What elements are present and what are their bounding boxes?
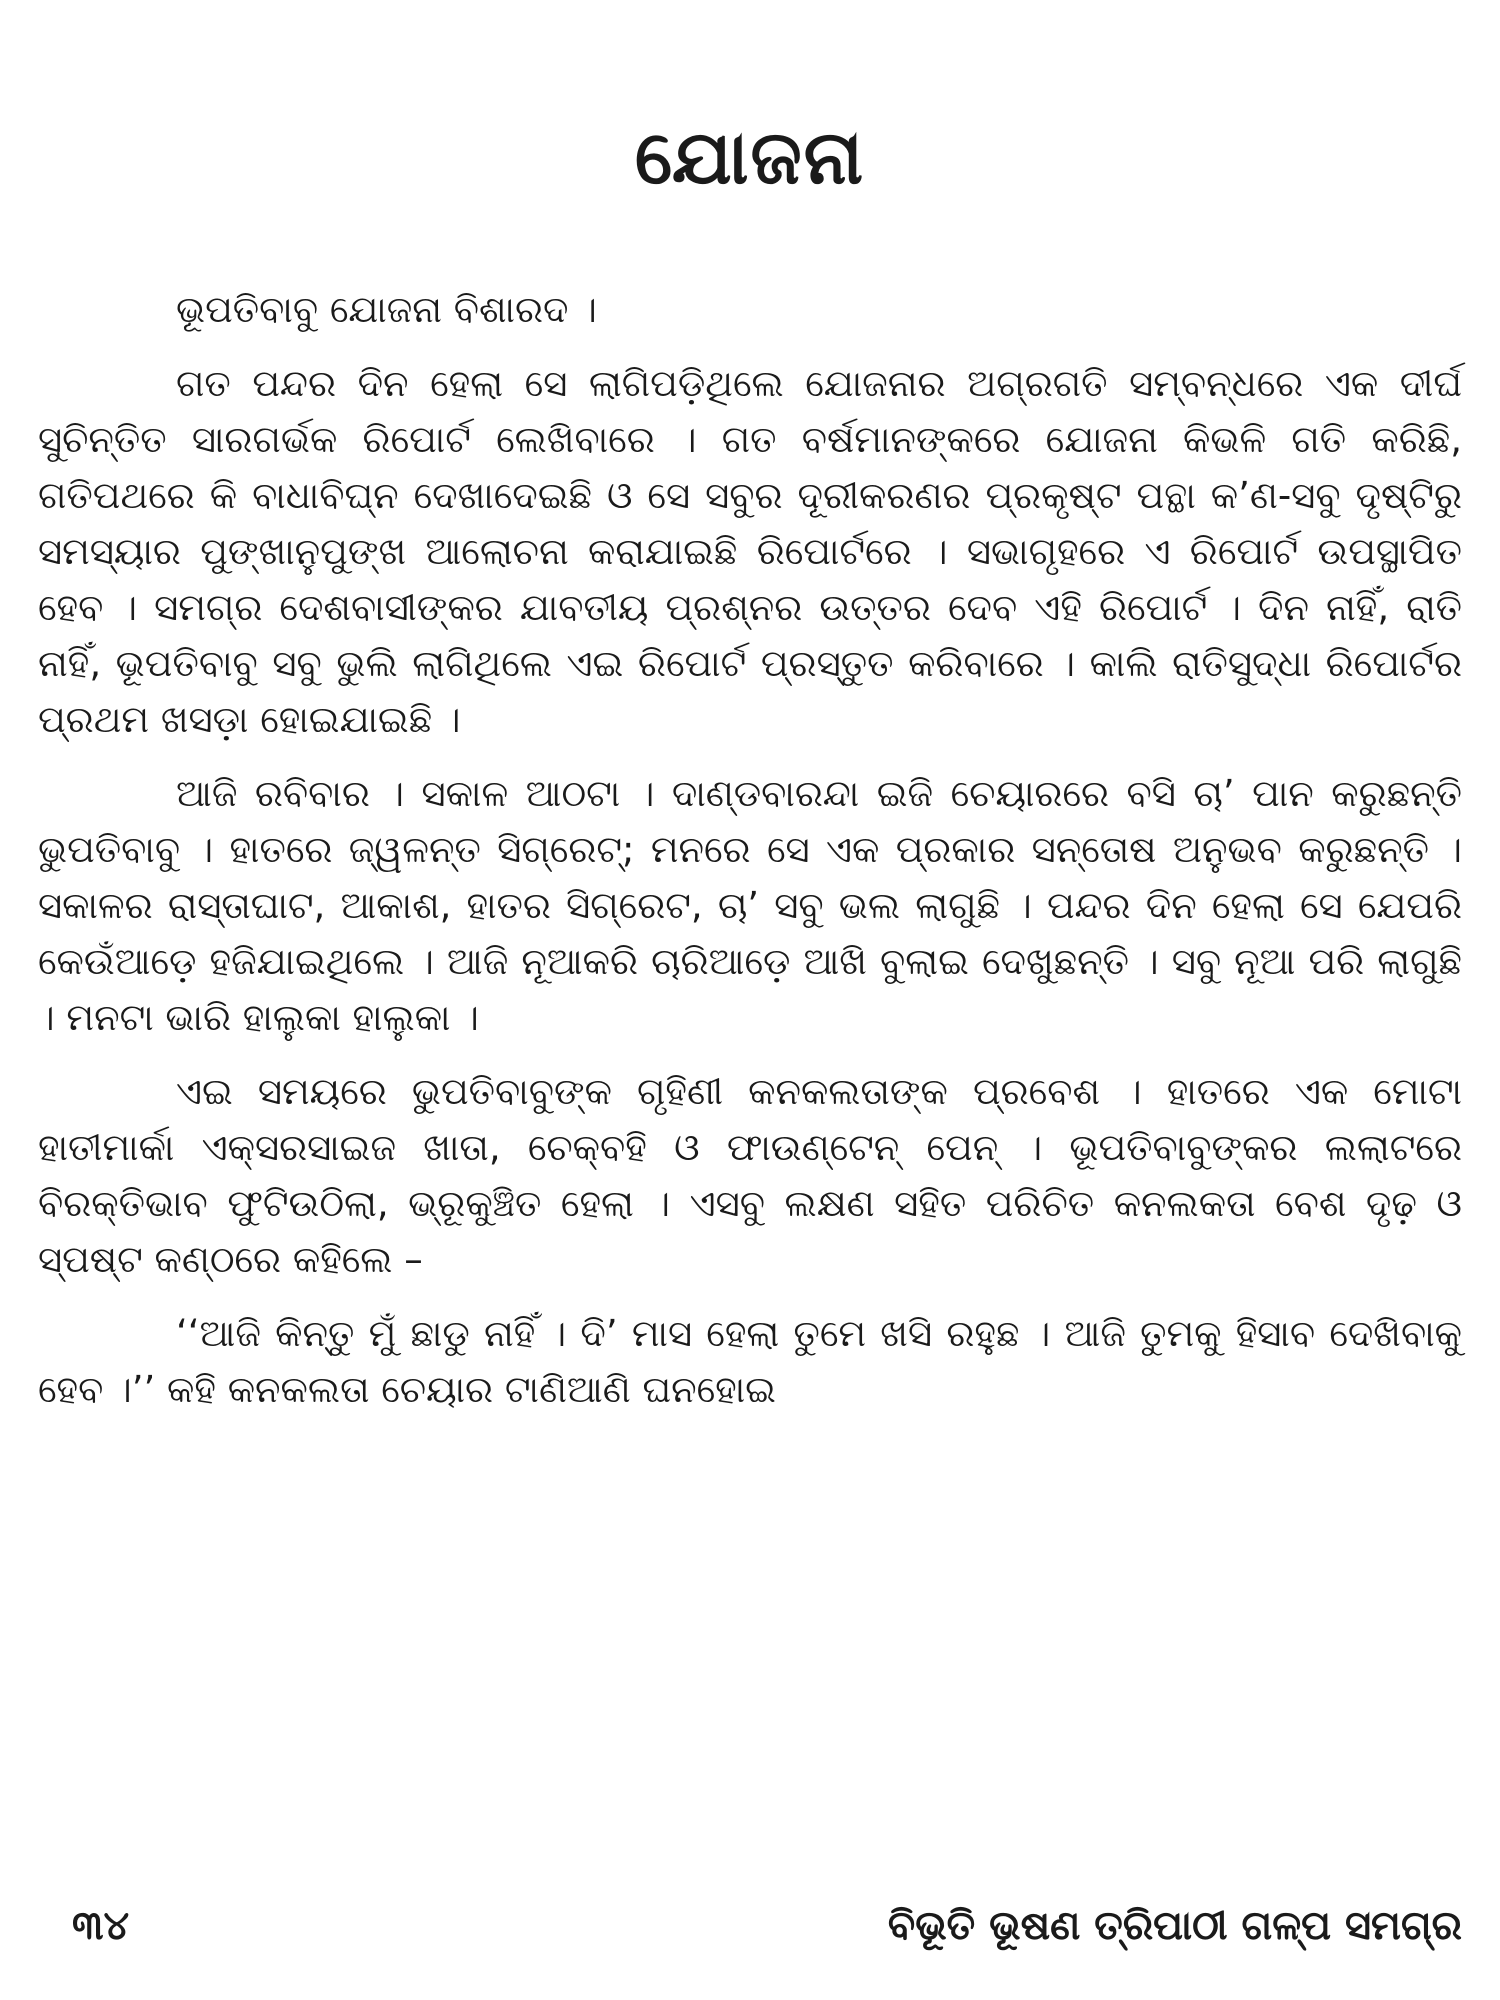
paragraph-3: ଆଜି ରବିବାର । ସକାଳ ଆଠଟା । ଦାଣ୍ଡବାରନ୍ଦା ଇଜି ଚେୟାରରେ ବସି ଚା’ ପାନ କରୁଛନ୍ତି ଭୁପତିବାବୁ । ହାତରେ ଜ୍ୱଳନ୍ତ ସିଗ୍ରେଟ୍; ମନରେ ସେ ଏକ ପ୍ରକାର ସନ୍ତୋଷ ଅନୁଭବ କରୁଛନ୍ତି । ସକାଳର ରାସ୍ତାଘାଟ, ଆକାଶ, ହାତର ସିଗ୍ରେଟ, ଚା’ ସବୁ ଭଲ ଲାଗୁଛି । ପନ୍ଦର ଦିନ ହେଲା ସେ ଯେପରି କେଉଁଆଡ଼େ ହଜିଯାଇଥିଲେ । ଆଜି ନୂଆକରି ଚାରିଆଡ଼େ ଆଖି ବୁଲାଇ ଦେଖୁଛନ୍ତି । ସବୁ ନୂଆ ପରି ଲାଗୁଛି । ମନଟା ଭାରି ହାଲୁକା ହାଲୁକା ।	[38, 772, 1462, 1039]
paragraph-5: ‘‘ଆଜି କିନ୍ତୁ ମୁଁ ଛାଡୁ ନାହିଁ । ଦି’ ମାସ ହେଲା ତୁମେ ଖସି ରହୁଛ । ଆଜି ତୁମକୁ ହିସାବ ଦେଖିବାକୁ ହେବ ।’’ କହି କନକଲତା ଚେୟାର ଟାଣିଆଣି ଘନହୋଇ	[38, 1312, 1462, 1411]
page-number: ୩୪	[72, 1903, 130, 1949]
story-title: ଯୋଜନା	[634, 115, 866, 201]
paragraph-1: ଭୂପତିବାବୁ ଯୋଜନା ବିଶାରଦ ।	[176, 288, 597, 331]
story-body	[38, 282, 1462, 1436]
running-book-title: ବିଭୂତି ଭୂଷଣ ତ୍ରିପାଠୀ ଗଳ୍ପ ସମଗ୍ର	[887, 1903, 1462, 1949]
page-footer	[38, 1898, 1462, 1954]
paragraph-4: ଏଇ ସମୟରେ ଭୁପତିବାବୁଙ୍କ ଗୃହିଣୀ କନକଲତାଙ୍କ ପ୍ରବେଶ । ହାତରେ ଏକ ମୋଟା ହାତୀମାର୍କା ଏକ୍ସରସାଇଜ ଖାତା, ଚେକ୍‌ବହି ଓ ଫାଉଣ୍ଟେନ୍ ପେନ୍ । ଭୂପତିବାବୁଙ୍କର ଲଲାଟରେ ବିରକ୍ତିଭାବ ଫୁଟିଉଠିଲା, ଭ୍ରୂକୁଞ୍ଚିତ ହେଲା । ଏସବୁ ଲକ୍ଷଣ ସହିତ ପରିଚିତ କନଲକତା ବେଶ ଦୃଢ଼ ଓ ସ୍ପଷ୍ଟ କଣ୍ଠରେ କହିଲେ –	[38, 1070, 1462, 1281]
paragraph-2: ଗତ ପନ୍ଦର ଦିନ ହେଲା ସେ ଲାଗିପଡ଼ିଥିଲେ ଯୋଜନାର ଅଗ୍ରଗତି ସମ୍ବନ୍ଧରେ ଏକ ଦୀର୍ଘ ସୁଚିନ୍ତିତ ସାରଗର୍ଭକ ରିପୋର୍ଟ ଲେଖିବାରେ । ଗତ ବର୍ଷମାନଙ୍କରେ ଯୋଜନା କିଭଳି ଗତି କରିଛି, ଗତିପଥରେ କି ବାଧାବିଘ୍ନ ଦେଖାଦେଇଛି ଓ ସେ ସବୁର ଦୂରୀକରଣର ପ୍ରକୃଷ୍ଟ ପନ୍ଥା କ’ଣ-ସବୁ ଦୃଷ୍ଟିରୁ ସମସ୍ୟାର ପୁଙ୍ଖାନୁପୁଙ୍ଖ ଆଲୋଚନା କରାଯାଇଛି ରିପୋର୍ଟରେ । ସଭାଗୃହରେ ଏ ରିପୋର୍ଟ ଉପସ୍ଥାପିତ ହେବ । ସମଗ୍ର ଦେଶବାସୀଙ୍କର ଯାବତୀୟ ପ୍ରଶ୍ନର ଉତ୍ତର ଦେବ ଏହି ରିପୋର୍ଟ । ଦିନ ନାହିଁ, ରାତି ନାହିଁ, ଭୂପତିବାବୁ ସବୁ ଭୁଲି ଲାଗିଥିଲେ ଏଇ ରିପୋର୍ଟ ପ୍ରସ୍ତୁତ କରିବାରେ । କାଲି ରାତିସୁଦ୍ଧା ରିପୋର୍ଟର ପ୍ରଥମ ଖସଡ଼ା ହୋଇଯାଇଛି ।	[38, 362, 1462, 741]
